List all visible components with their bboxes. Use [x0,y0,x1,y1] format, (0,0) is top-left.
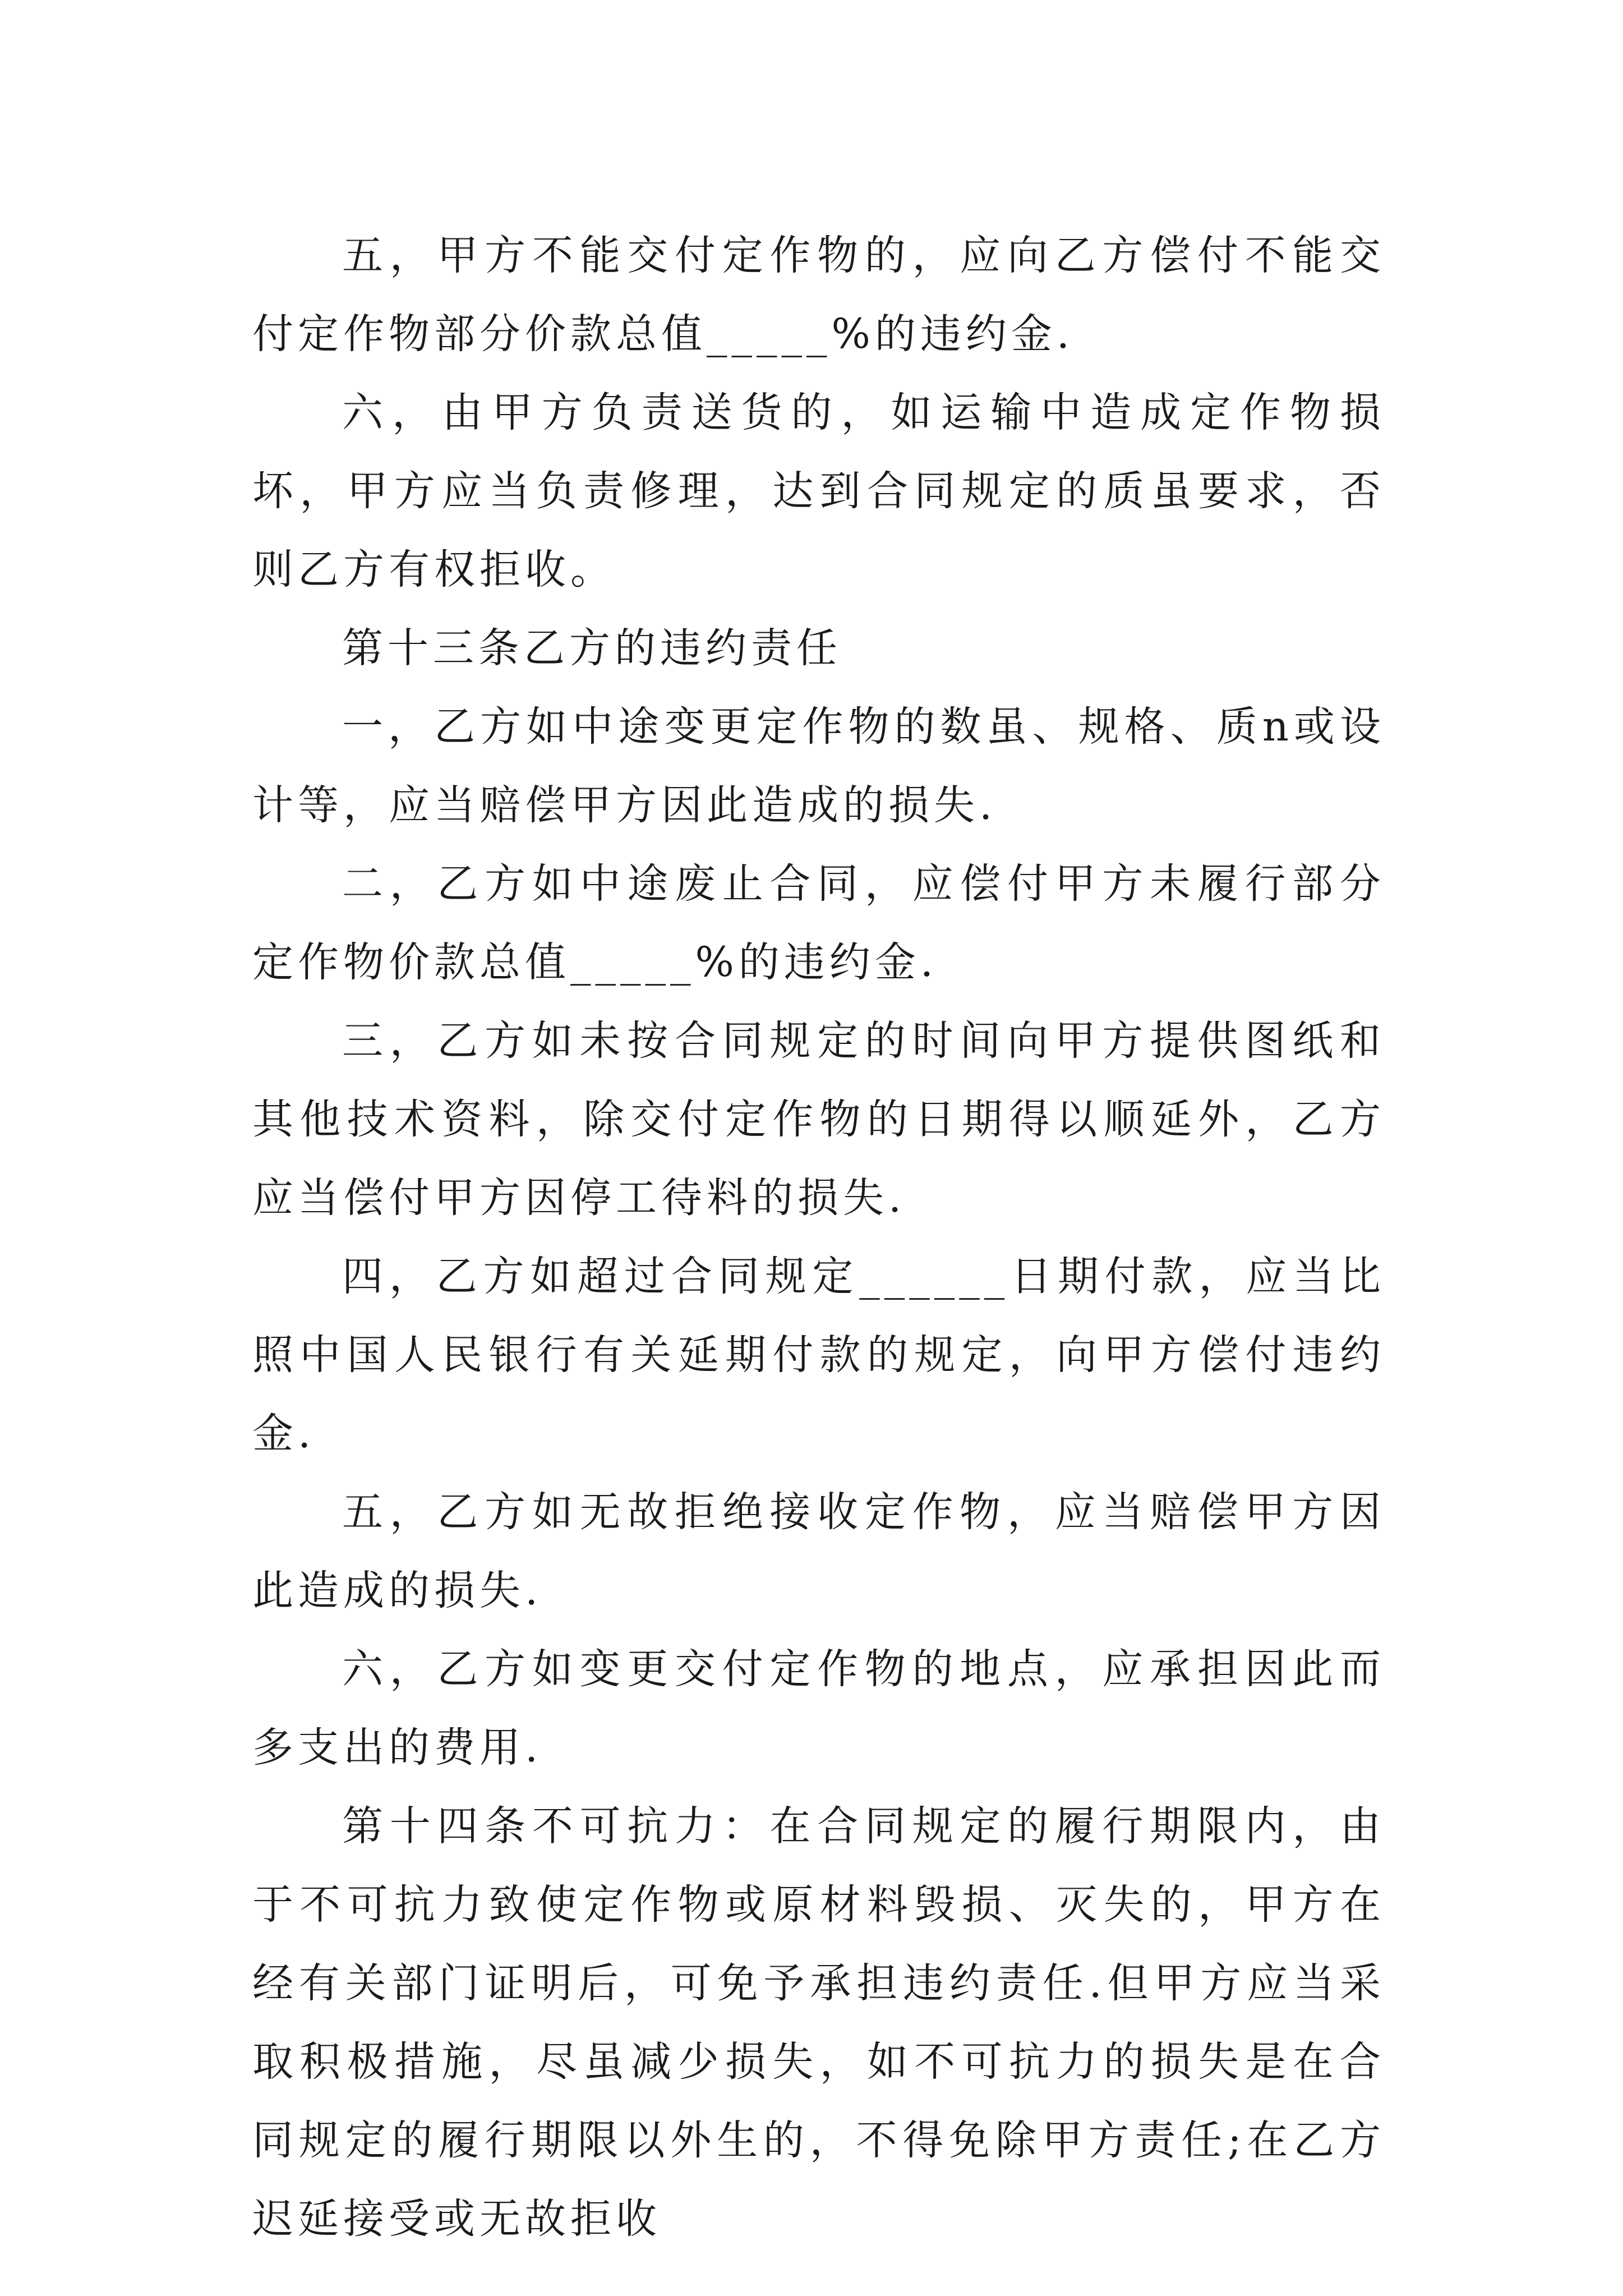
paragraph-8: 六，乙方如变更交付定作物的地点，应承担因此而多支出的费用. [252,1645,1385,1772]
paragraph-7: 五，乙方如无故拒绝接收定作物，应当赔偿甲方因此造成的损失. [252,1488,1385,1614]
paragraph-4: 二，乙方如中途废止合同，应偿付甲方未履行部分定作物价款总值_____%的违约金. [252,860,1385,986]
paragraph-5: 三，乙方如未按合同规定的时间向甲方提供图纸和其他技术资料，除交付定作物的日期得以顺延外，乙方应当偿付甲方因停工待料的损失. [252,1017,1385,1222]
paragraph-6: 四，乙方如超过合同规定______日期付款，应当比照中国人民银行有关延期付款的规定，向甲方偿付违约金. [252,1253,1385,1457]
paragraph-1: 五，甲方不能交付定作物的，应向乙方偿付不能交付定作物部分价款总值_____%的违约金. [252,232,1385,358]
document-body [252,217,1385,2258]
paragraph-2: 六，由甲方负责送货的，如运输中造成定作物损坏，甲方应当负责修理，达到合同规定的质虽要求，否则乙方有权拒收。 [252,389,1385,593]
section-heading-13: 第十三条乙方的违约责任 [342,624,842,672]
section-14-paragraph: 第十四条不可抗力：在合同规定的履行期限内，由于不可抗力致使定作物或原材料毁损、灭失的，甲方在经有关部门证明后，可免予承担违约责任.但甲方应当采取积极措施，尽虽减少损失，如不可抗力的损失是在合同规定的履行期限以外生的，不得免除甲方责任;在乙方迟延接受或无故拒收 [252,1802,1385,2243]
paragraph-3: 一，乙方如中途变更定作物的数虽、规格、质n或设计等，应当赔偿甲方因此造成的损失. [252,703,1385,829]
